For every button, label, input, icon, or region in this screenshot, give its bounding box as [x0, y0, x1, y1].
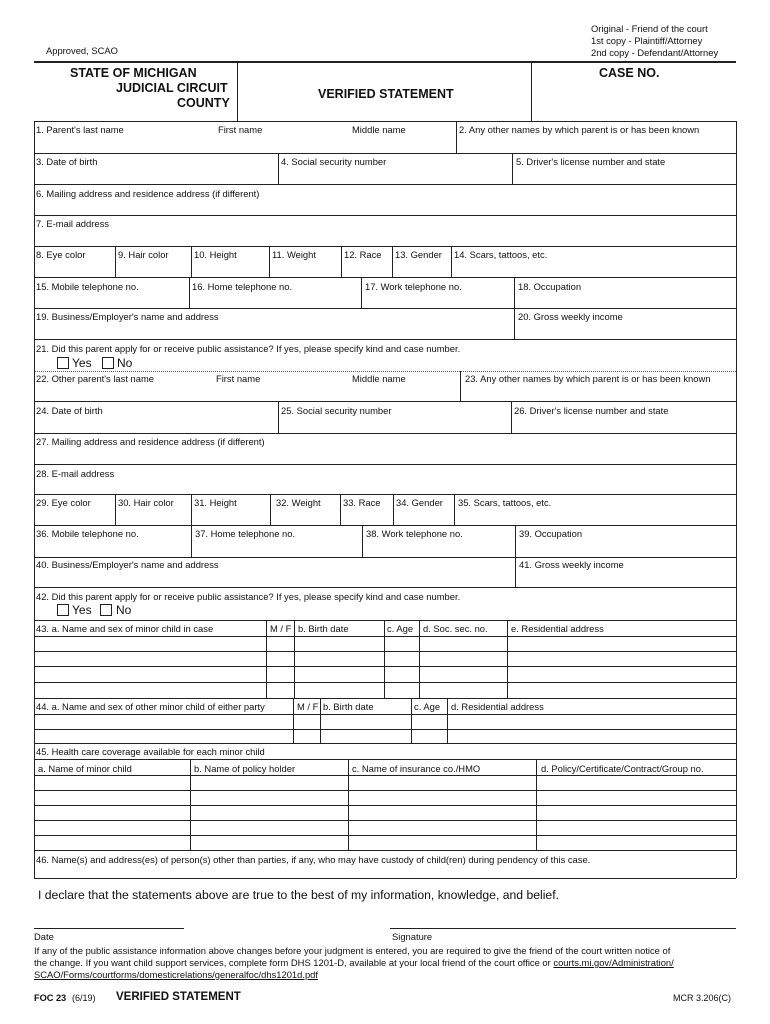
copy-distribution-3: 2nd copy - Defendant/Attorney [591, 47, 719, 58]
other-parent-middle-name-label: Middle name [352, 373, 406, 384]
parent-gender-label: 13. Gender [395, 249, 442, 260]
parent-assistance-yes-checkbox[interactable] [57, 357, 69, 369]
parent-license-label: 5. Driver's license number and state [516, 156, 666, 167]
dhs-form-link-continued[interactable]: SCAO/Forms/courtforms/domesticrelations/generalfoc/dhs1201d.pdf [34, 969, 318, 980]
case-no-field[interactable] [540, 80, 730, 116]
child-birth-date-label: b. Birth date [298, 623, 349, 634]
other-parent-employer-label: 40. Business/Employer's name and address [36, 559, 219, 570]
other-parent-work-phone-label: 38. Work telephone no. [366, 528, 463, 539]
signature-label: Signature [392, 931, 433, 942]
parent-occupation-label: 18. Occupation [518, 281, 582, 292]
other-parent-mobile-label: 36. Mobile telephone no. [36, 528, 139, 539]
health-child-name-label: a. Name of minor child [38, 763, 132, 774]
county-label: COUNTY [177, 96, 230, 110]
child-age-label: c. Age [387, 623, 414, 634]
other-parent-height-label: 31. Height [194, 497, 237, 508]
parent-middle-name-label: Middle name [352, 124, 406, 135]
parent-work-phone-label: 17. Work telephone no. [365, 281, 462, 292]
date-label: Date [34, 931, 54, 942]
parent-email-label: 7. E-mail address [36, 218, 109, 229]
notice-line-1: If any of the public assistance information above changes before your judgment is entered, you are required to give the friend of the court written notice of [34, 945, 671, 956]
other-parent-scars-label: 35. Scars, tattoos, etc. [458, 497, 552, 508]
other-parent-home-phone-label: 37. Home telephone no. [195, 528, 296, 539]
copy-distribution-2: 1st copy - Plaintiff/Attorney [591, 35, 703, 46]
parent-height-label: 10. Height [194, 249, 237, 260]
other-parent-gender-label: 34. Gender [396, 497, 443, 508]
footer-title: VERIFIED STATEMENT [116, 991, 241, 1003]
parent-home-phone-label: 16. Home telephone no. [192, 281, 293, 292]
other-parent-license-label: 26. Driver's license number and state [514, 405, 669, 416]
parent-race-label: 12. Race [344, 249, 382, 260]
other-parent-income-label: 41. Gross weekly income [519, 559, 624, 570]
health-insurance-co-label: c. Name of insurance co./HMO [352, 763, 481, 774]
parent-assistance-label: 21. Did this parent apply for or receive public assistance? If yes, please specify kind and case number. [36, 343, 461, 354]
other-parent-hair-color-label: 30. Hair color [118, 497, 174, 508]
state-name: STATE OF MICHIGAN [70, 66, 197, 80]
parent-dob-label: 3. Date of birth [36, 156, 98, 167]
other-child-sex-label: M / F [297, 701, 319, 712]
case-no-label: CASE NO. [599, 66, 660, 80]
parent-assistance-no-label: No [117, 356, 133, 370]
copy-distribution-1: Original - Friend of the court [591, 23, 708, 34]
other-parent-email-label: 28. E-mail address [36, 468, 115, 479]
form-title: VERIFIED STATEMENT [318, 87, 454, 101]
parent-ssn-label: 4. Social security number [281, 156, 387, 167]
parent-assistance-yes-label: Yes [72, 356, 92, 370]
other-parent-address-label: 27. Mailing address and residence address (if different) [36, 436, 265, 447]
other-parent-first-name-label: First name [216, 373, 261, 384]
other-parent-assistance-yes-label: Yes [72, 603, 92, 617]
parent-first-name-label: First name [218, 124, 263, 135]
date-field[interactable] [34, 910, 184, 928]
child-address-label: e. Residential address [511, 623, 604, 634]
parent-hair-color-label: 9. Hair color [118, 249, 169, 260]
notice-line-2-text: the change. If you want child support services, complete form DHS 1201-D, available at your local friend of the court office or [34, 957, 551, 968]
other-parent-occupation-label: 39. Occupation [519, 528, 583, 539]
other-parent-eye-color-label: 29. Eye color [36, 497, 91, 508]
other-parent-last-name-label: 22. Other parent's last name [36, 373, 154, 384]
parent-mobile-label: 15. Mobile telephone no. [36, 281, 139, 292]
child-ssn-label: d. Soc. sec. no. [423, 623, 488, 634]
parent-other-names-label: 2. Any other names by which parent is or has been known [459, 124, 700, 135]
circuit-label: JUDICIAL CIRCUIT [116, 81, 228, 95]
other-parent-other-names-label: 23. Any other names by which parent is or has been known [465, 373, 711, 384]
other-child-address-label: d. Residential address [451, 701, 544, 712]
other-parent-assistance-yes-checkbox[interactable] [57, 604, 69, 616]
other-parent-assistance-no-label: No [116, 603, 132, 617]
parent-income-label: 20. Gross weekly income [518, 311, 623, 322]
other-child-birth-date-label: b. Birth date [323, 701, 374, 712]
court-rule: MCR 3.206(C) [673, 993, 732, 1003]
other-parent-ssn-label: 25. Social security number [281, 405, 392, 416]
child-name-label: 43. a. Name and sex of minor child in case [36, 623, 214, 634]
child-sex-label: M / F [270, 623, 292, 634]
other-parent-dob-label: 24. Date of birth [36, 405, 103, 416]
approved-label: Approved, SCAO [46, 45, 118, 56]
other-child-age-label: c. Age [414, 701, 441, 712]
form-revision: (6/19) [72, 993, 96, 1003]
custody-field[interactable] [34, 850, 736, 878]
health-policy-holder-label: b. Name of policy holder [194, 763, 296, 774]
other-parent-assistance-label: 42. Did this parent apply for or receive public assistance? If yes, please specify kind and case number. [36, 591, 461, 602]
other-parent-race-label: 33. Race [343, 497, 381, 508]
parent-assistance-no-checkbox[interactable] [102, 357, 114, 369]
parent-weight-label: 11. Weight [272, 249, 316, 260]
parent-employer-label: 19. Business/Employer's name and address [36, 311, 219, 322]
signature-field[interactable] [390, 910, 736, 928]
notice-line-3 [34, 970, 318, 979]
parent-last-name-label: 1. Parent's last name [36, 124, 124, 135]
parent-eye-color-label: 8. Eye color [36, 249, 86, 260]
other-parent-weight-label: 32. Weight [276, 497, 321, 508]
other-child-name-label: 44. a. Name and sex of other minor child of either party [36, 701, 265, 712]
parent-scars-label: 14. Scars, tattoos, etc. [454, 249, 548, 260]
dhs-form-link[interactable]: courts.mi.gov/Administration/ [553, 957, 674, 968]
other-parent-assistance-no-checkbox[interactable] [100, 604, 112, 616]
declaration-text: I declare that the statements above are true to the best of my information, knowledge, and belief. [38, 888, 559, 902]
parent-address-label: 6. Mailing address and residence address (if different) [36, 188, 260, 199]
form-id: FOC 23 [34, 993, 67, 1003]
notice-line-2 [34, 958, 674, 967]
custody-label: 46. Name(s) and address(es) of person(s) other than parties, if any, who may have custody of child(ren) during pendency of this case. [36, 854, 591, 865]
health-policy-no-label: d. Policy/Certificate/Contract/Group no. [541, 763, 704, 774]
health-coverage-label: 45. Health care coverage available for each minor child [36, 746, 265, 757]
